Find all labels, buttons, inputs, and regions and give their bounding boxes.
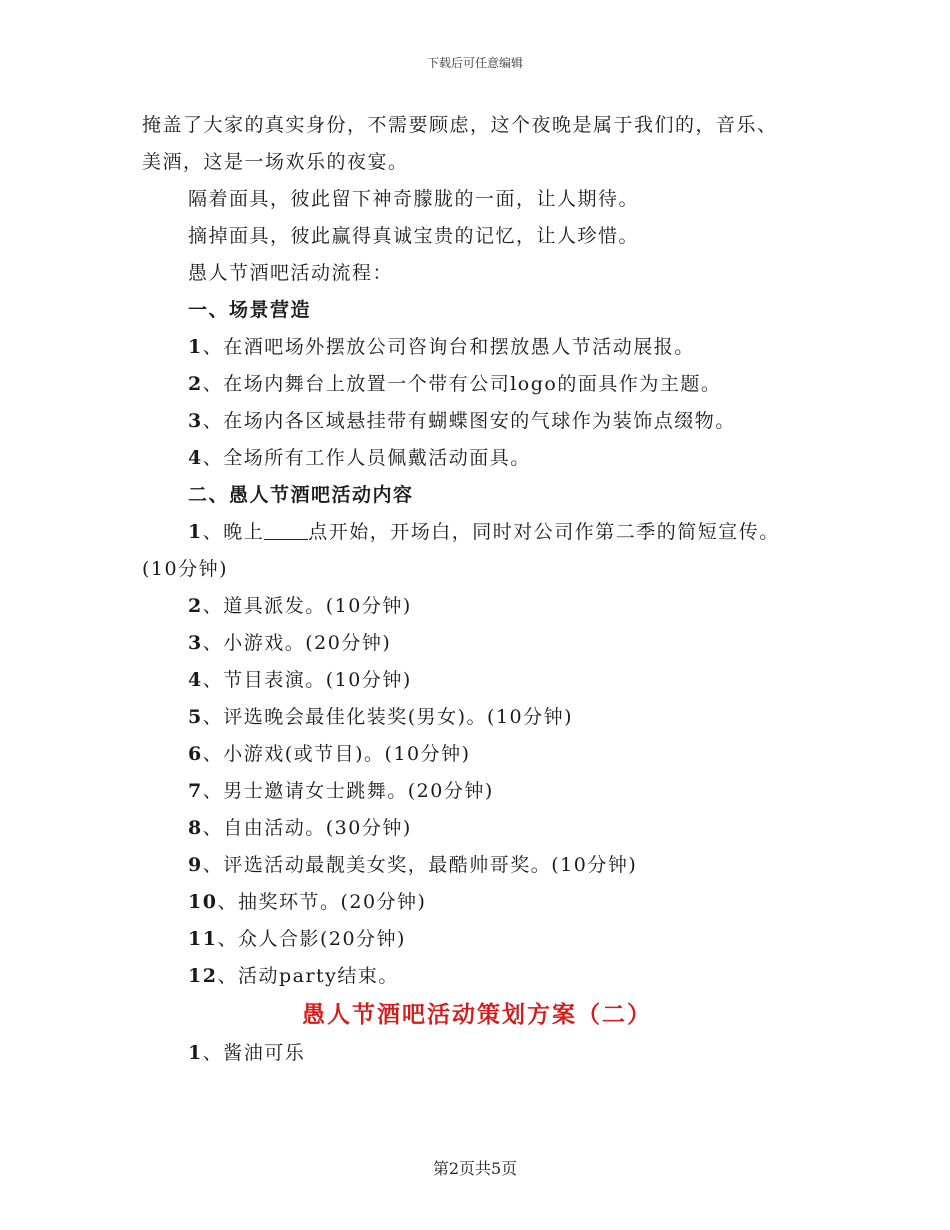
section1-item <box>142 403 812 440</box>
plan2-title: 愚人节酒吧活动策划方案（二） <box>302 1001 652 1028</box>
item-number: 7 <box>188 780 203 802</box>
item-number: 4 <box>188 669 203 691</box>
item-number: 9 <box>188 854 203 876</box>
item-text: 、评选晚会最佳化装奖(男女)。(10分钟) <box>202 706 574 728</box>
section2-item <box>142 699 812 736</box>
section1-heading: 一、场景营造 <box>188 299 312 321</box>
document-body <box>142 107 812 1072</box>
section1-list <box>142 329 812 477</box>
section2-item <box>142 810 812 847</box>
intro-line-1: 掩盖了大家的真实身份，不需要顾虑，这个夜晚是属于我们的，音乐、 <box>142 114 778 136</box>
section2-item <box>142 588 812 625</box>
item-text-before: 、晚上 <box>202 521 265 543</box>
plan2-item-1 <box>142 1035 812 1072</box>
item-text: 、道具派发。(10分钟) <box>202 595 412 617</box>
item-text: 、全场所有工作人员佩戴活动面具。 <box>202 447 531 469</box>
item-number: 3 <box>188 632 203 654</box>
section2-item <box>142 662 812 699</box>
item-text: 、在酒吧场外摆放公司咨询台和摆放愚人节活动展报。 <box>202 336 695 358</box>
section2-item <box>142 884 812 921</box>
item-text: 、在场内舞台上放置一个带有公司logo的面具作为主题。 <box>202 373 722 395</box>
item-number: 2 <box>188 373 203 395</box>
section2-list <box>142 588 812 995</box>
item-number: 8 <box>188 817 203 839</box>
item-text: 、在场内各区域悬挂带有蝴蝶图安的气球作为装饰点缀物。 <box>202 410 736 432</box>
item-text-after: 点开始，开场白，同时对公司作第二季的简短宣传。 <box>308 521 780 543</box>
item-text: 、小游戏(或节目)。(10分钟) <box>202 743 471 765</box>
item-number: 2 <box>188 595 203 617</box>
intro-line-4: 摘掉面具，彼此赢得真诚宝贵的记忆，让人珍惜。 <box>188 225 640 247</box>
item-number: 6 <box>188 743 203 765</box>
section2-item <box>142 736 812 773</box>
section1-item <box>142 329 812 366</box>
item-text: 、活动party结束。 <box>217 965 399 987</box>
item-number: 3 <box>188 410 203 432</box>
item-text: 、评选活动最靓美女奖，最酷帅哥奖。(10分钟) <box>202 854 638 876</box>
section1-item <box>142 366 812 403</box>
section2-item <box>142 847 812 884</box>
section2-heading: 二、愚人节酒吧活动内容 <box>188 484 414 506</box>
item-text: 、自由活动。(30分钟) <box>202 817 412 839</box>
item-text: 、众人合影(20分钟) <box>217 928 406 950</box>
item-number: 1 <box>188 1042 203 1064</box>
item-number: 1 <box>188 336 203 358</box>
item-text: 、小游戏。(20分钟) <box>202 632 392 654</box>
section2-item <box>142 773 812 810</box>
section2-item <box>142 921 812 958</box>
fill-blank <box>264 521 308 540</box>
process-label: 愚人节酒吧活动流程： <box>188 262 394 284</box>
item-number: 4 <box>188 447 203 469</box>
item-number: 12 <box>188 965 218 987</box>
section2-item <box>142 625 812 662</box>
item-text: 、节目表演。(10分钟) <box>202 669 412 691</box>
item-number: 10 <box>188 891 218 913</box>
intro-line-3: 隔着面具，彼此留下神奇朦胧的一面，让人期待。 <box>188 188 640 210</box>
section1-item <box>142 440 812 477</box>
page-header: 下载后可任意编辑 <box>426 56 523 70</box>
section2-item-1-wrap: (10分钟) <box>142 558 229 580</box>
item-number: 11 <box>188 928 218 950</box>
intro-line-2: 美酒，这是一场欢乐的夜宴。 <box>142 151 409 173</box>
item-text: 、男士邀请女士跳舞。(20分钟) <box>202 780 494 802</box>
section2-item-1 <box>142 514 812 551</box>
item-number: 1 <box>188 521 203 543</box>
item-text: 、抽奖环节。(20分钟) <box>217 891 427 913</box>
section2-item <box>142 958 812 995</box>
item-number: 5 <box>188 706 203 728</box>
item-text: 、酱油可乐 <box>202 1042 306 1064</box>
page-footer: 第2页共5页 <box>432 1159 518 1178</box>
